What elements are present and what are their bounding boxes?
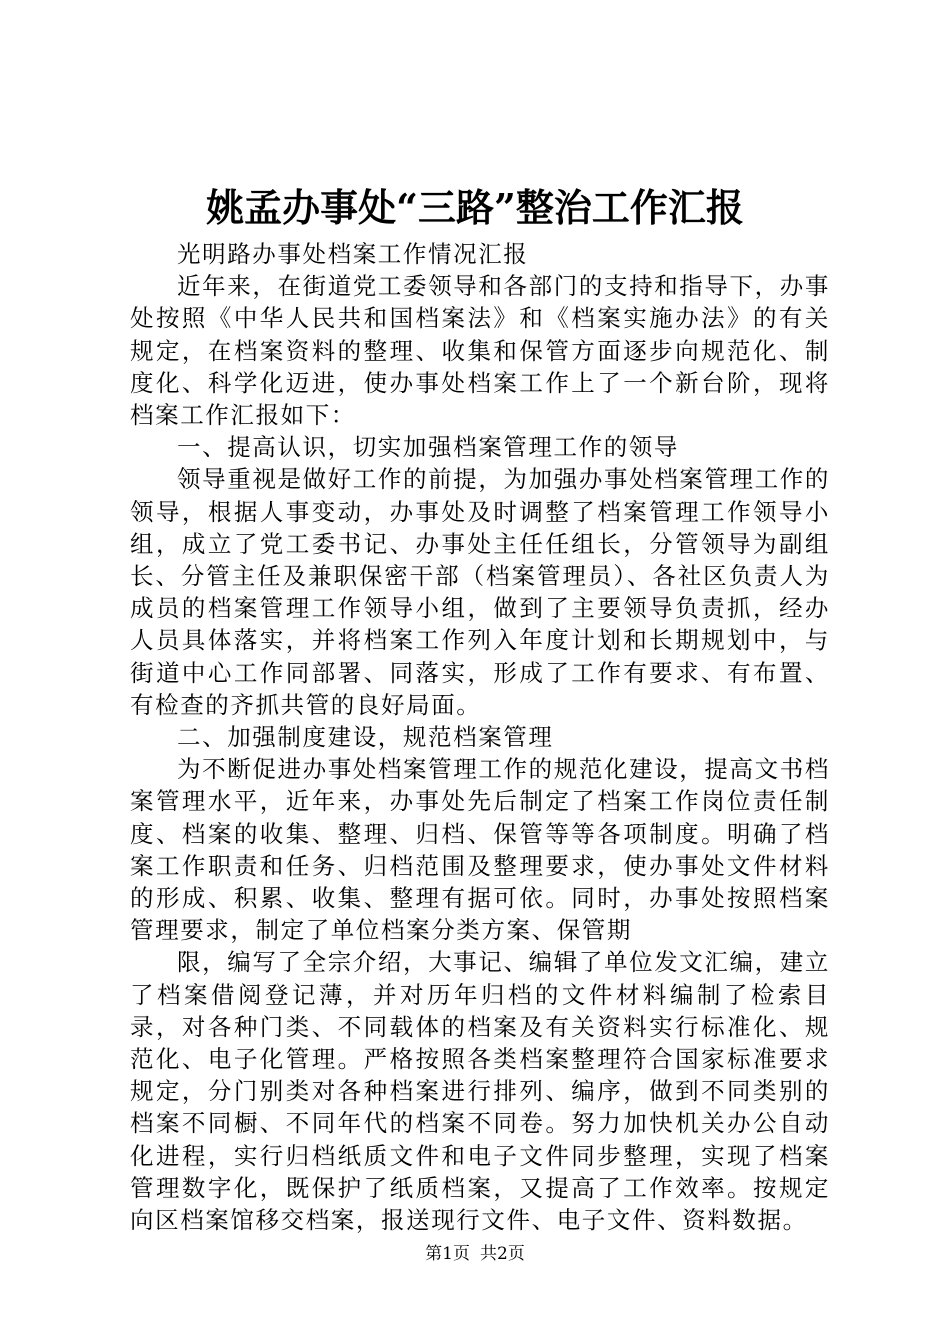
section-2-continued-paragraph: 限，编写了全宗介绍，大事记、编辑了单位发文汇编，建立了档案借阅登记薄，并对历年归档的文件材料编制了检索目录，对各种门类、不同载体的档案及有关资料实行标准化、规范化、电子化管理。严格按照各类档案整理符合国家标准要求规定，分门别类对各种档案进行排列、编序，做到不同类别的档案不同橱、不同年代的档案不同卷。努力加快机关办公自动化进程，实行归档纸质文件和电子文件同步整理，实现了档案管理数字化，既保护了纸质档案，又提高了工作效率。按规定向区档案馆移交档案，报送现行文件、电子文件、资料数据。 — [130, 948, 830, 1235]
page-footer — [0, 1242, 950, 1266]
report-subtitle: 光明路办事处档案工作情况汇报 — [177, 240, 529, 268]
document-title: 姚孟办事处“三路”整治工作汇报 — [206, 185, 744, 230]
section-2-paragraph: 为不断促进办事处档案管理工作的规范化建设，提高文书档案管理水平，近年来，办事处先后制定了档案工作岗位责任制度、档案的收集、整理、归档、保管等等各项制度。明确了档案工作职责和任务、归档范围及整理要求，使办事处文件材料的形成、积累、收集、整理有据可依。同时，办事处按照档案管理要求，制定了单位档案分类方案、保管期 — [130, 755, 830, 945]
section-1-paragraph: 领导重视是做好工作的前提，为加强办事处档案管理工作的领导，根据人事变动，办事处及时调整了档案管理工作领导小组，成立了党工委书记、办事处主任任组长，分管领导为副组长、分管主任及兼职保密干部（档案管理员）、各社区负责人为成员的档案管理工作领导小组，做到了主要领导负责抓，经办人员具体落实，并将档案工作列入年度计划和长期规划中，与街道中心工作同部署、同落实，形成了工作有要求、有布置、有检查的齐抓共管的良好局面。 — [130, 465, 830, 719]
document-body — [130, 238, 830, 1236]
intro-paragraph: 近年来，在街道党工委领导和各部门的支持和指导下，办事处按照《中华人民共和国档案法》和《档案实施办法》的有关规定，在档案资料的整理、收集和保管方面逐步向规范化、制度化、科学化迈进，使办事处档案工作上了一个新台阶，现将档案工作汇报如下： — [130, 272, 830, 430]
page-number: 第1页 — [425, 1244, 470, 1264]
section-heading-2: 二、加强制度建设，规范档案管理 — [177, 723, 554, 752]
page-total: 共2页 — [480, 1244, 525, 1264]
section-heading-1: 一、提高认识，切实加强档案管理工作的领导 — [177, 433, 679, 462]
